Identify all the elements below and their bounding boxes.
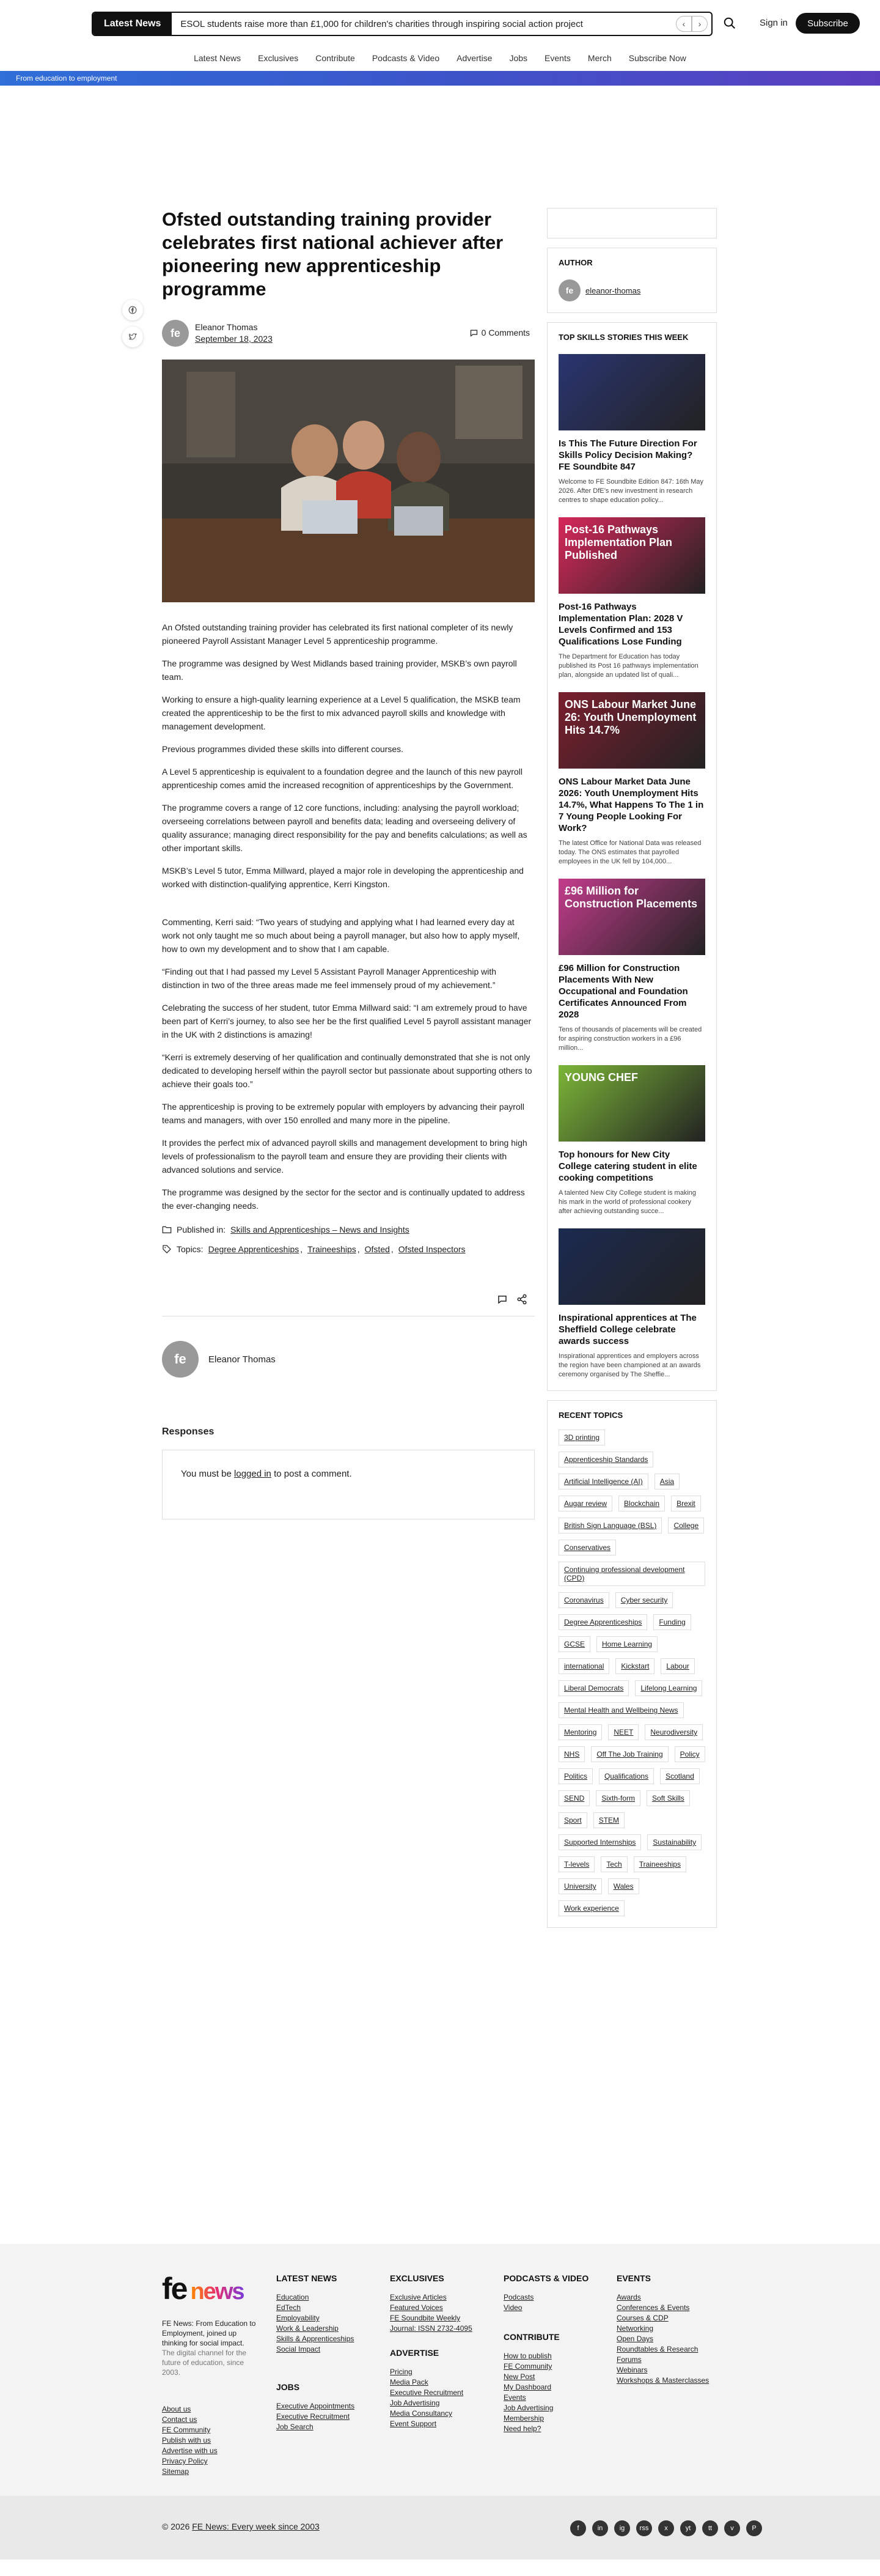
nav-item[interactable]: Exclusives <box>258 53 299 63</box>
topic-tag[interactable]: international <box>559 1658 609 1674</box>
topic-tag[interactable]: Artificial Intelligence (AI) <box>559 1474 648 1489</box>
site-header <box>0 0 880 48</box>
tag-icon <box>162 1244 172 1254</box>
footer-link[interactable]: How to publish <box>504 2352 552 2360</box>
nav-item[interactable]: Contribute <box>315 53 355 63</box>
author-heading: AUTHOR <box>559 258 593 267</box>
footer-link[interactable]: Social Impact <box>276 2345 321 2353</box>
footer-link[interactable]: Privacy Policy <box>162 2457 208 2465</box>
topic-tag[interactable]: Sixth-form <box>596 1790 640 1806</box>
article <box>162 208 535 1519</box>
article-paragraph: “Kerri is extremely deserving of her qualification and continually demonstrated that she is not only dedicated to developing herself within the payroll sector but passionate about supporting others to achieve their goals too.” <box>162 1052 532 1089</box>
footer-col-title: PODCASTS & VIDEO <box>504 2273 589 2283</box>
comment-icon[interactable] <box>497 1294 508 1305</box>
story-image-caption: YOUNG CHEF <box>565 1071 639 1083</box>
topic-tag[interactable]: Lifelong Learning <box>635 1680 702 1696</box>
social-icons <box>570 2520 762 2536</box>
topic-tag[interactable]: NEET <box>608 1724 639 1740</box>
footer-link[interactable]: FE Soundbite Weekly <box>390 2314 461 2322</box>
footer-link[interactable]: Featured Voices <box>390 2303 443 2312</box>
publish-date[interactable]: September 18, 2023 <box>195 334 273 344</box>
topic-tag[interactable]: Tech <box>601 1856 627 1872</box>
footer-link[interactable]: Executive Recruitment <box>276 2412 350 2421</box>
nav-item[interactable]: Jobs <box>509 53 528 63</box>
topic-tag[interactable]: Wales <box>608 1878 639 1894</box>
story-title[interactable]: Top honours for New City College catering student in elite cooking competitions <box>559 1150 697 1183</box>
footer-link[interactable]: Membership <box>504 2414 544 2423</box>
topic-tag[interactable]: Politics <box>559 1768 593 1784</box>
footer-link[interactable]: Contact us <box>162 2415 197 2424</box>
sidebar-search-box[interactable] <box>547 208 717 238</box>
responses-heading: Responses <box>162 1426 215 1437</box>
latest-news-label: Latest News <box>93 13 172 35</box>
author-card <box>547 248 717 313</box>
topic-tag[interactable]: 3D printing <box>559 1430 605 1445</box>
footer-link[interactable]: Event Support <box>390 2419 437 2428</box>
topic-tag[interactable]: Asia <box>654 1474 680 1489</box>
social-icon[interactable]: x <box>658 2520 674 2536</box>
site-footer <box>0 2244 880 2496</box>
login-link[interactable]: logged in <box>234 1469 271 1479</box>
footer-col-contribute <box>504 2332 560 2434</box>
topic-tag[interactable]: Continuing professional development (CPD) <box>559 1562 705 1586</box>
comment-login-box <box>162 1450 535 1519</box>
page-main <box>0 86 880 2244</box>
footer-link[interactable]: Courses & CDP <box>617 2314 669 2322</box>
social-icon[interactable]: P <box>746 2520 762 2536</box>
footer-col-advertise <box>390 2348 463 2429</box>
footer-link[interactable]: Forums <box>617 2355 642 2364</box>
breadcrumb[interactable]: From education to employment <box>0 71 880 86</box>
footer-link[interactable]: Advertise with us <box>162 2446 218 2455</box>
story-excerpt: The latest Office for National Data was released today. The ONS estimates that payrolled employees in the UK fell by 104,000... <box>559 840 702 865</box>
story-image[interactable] <box>559 1065 705 1142</box>
author-name[interactable]: Eleanor Thomas <box>195 322 258 332</box>
story-excerpt: The Department for Education has today published its Post 16 pathways implementation plan, alongside an updated list of quali... <box>559 653 698 679</box>
author-box-name[interactable]: Eleanor Thomas <box>208 1354 276 1365</box>
post-actions <box>162 1294 535 1305</box>
topic-tag[interactable]: Coronavirus <box>559 1592 609 1608</box>
search-icon[interactable] <box>723 17 736 30</box>
byline-text <box>195 322 273 345</box>
copyright-link[interactable]: FE News: Every week since 2003 <box>192 2522 320 2531</box>
topic-tag[interactable]: Qualifications <box>599 1768 654 1784</box>
topic-tag[interactable]: Supported Internships <box>559 1834 641 1850</box>
footer-col-title: ADVERTISE <box>390 2348 439 2358</box>
topic-link[interactable]: Ofsted Inspectors <box>398 1244 466 1254</box>
topic-tag[interactable]: Sustainability <box>647 1834 702 1850</box>
story-image[interactable] <box>559 1228 705 1305</box>
footer-link[interactable]: My Dashboard <box>504 2383 552 2391</box>
footer-link[interactable]: Employability <box>276 2314 320 2322</box>
topic-tag[interactable]: NHS <box>559 1746 585 1762</box>
comment-prefix: You must be <box>181 1469 232 1479</box>
article-paragraph: MSKB’s Level 5 tutor, Emma Millward, played a major role in developing the apprenticeship and worked with distinction-qualifying apprentice, Kerri Kingston. <box>162 866 524 889</box>
comment-icon <box>469 328 479 338</box>
hero-image <box>162 360 535 602</box>
footer-link[interactable]: About us <box>162 2405 191 2413</box>
published-in <box>162 1222 535 1238</box>
article-paragraph: Previous programmes divided these skills into different courses. <box>162 744 404 754</box>
social-icon[interactable]: rss <box>636 2520 652 2536</box>
story-image-caption: Post-16 Pathways Implementation Plan Published <box>565 523 673 561</box>
footer-col-events <box>617 2273 709 2386</box>
topic-tag[interactable]: Mentoring <box>559 1724 602 1740</box>
logo-fe: fe <box>162 2272 187 2306</box>
article-paragraph: The programme was designed by the sector for the sector and is continually updated to address the ever-changing needs. <box>162 1187 525 1211</box>
nav-item[interactable]: Subscribe Now <box>628 53 686 63</box>
sidebar-author <box>559 279 705 301</box>
story-image-caption: ONS Labour Market June 26: Youth Unemployment Hits 14.7% <box>565 698 697 736</box>
topic-link[interactable]: Ofsted <box>364 1244 390 1254</box>
story-card[interactable] <box>559 692 705 866</box>
article-paragraph: Celebrating the success of her student, tutor Emma Millward said: “I am extremely proud to have been part of Kerri’s journey, to also see her be the first qualified Level 5 payroll assistant manager in the UK with 2 distinctions is amazing! <box>162 1003 532 1039</box>
recent-topics-heading: RECENT TOPICS <box>559 1411 623 1420</box>
story-card[interactable] <box>559 517 705 680</box>
story-card[interactable] <box>559 879 705 1053</box>
topic-tag[interactable]: Cyber security <box>615 1592 673 1608</box>
footer-link[interactable]: Executive Recruitment <box>390 2388 464 2397</box>
story-list <box>559 354 705 1379</box>
topic-tag[interactable]: Apprenticeship Standards <box>559 1452 653 1467</box>
footer-link[interactable]: Skills & Apprenticeships <box>276 2334 354 2343</box>
article-paragraph: The programme covers a range of 12 core functions, including: analysing the payroll workload; overseeing correlations between payroll and benefits data; leading and overseeing delivery of quality assurance; managing direct responsibility for the pay and benefits calculations; as well as other important skills. <box>162 803 527 853</box>
sidebar <box>547 208 717 1928</box>
avatar[interactable]: fe <box>559 279 581 301</box>
story-image[interactable] <box>559 354 705 430</box>
story-excerpt: A talented New City College student is making his mark in the world of professional cookery after achieving outstanding succe... <box>559 1189 697 1215</box>
topic-link[interactable]: Traineeships <box>307 1244 356 1254</box>
footer-tagline: FE News: From Education to Employment, joined up thinking for social impact. <box>162 2319 256 2347</box>
story-title[interactable]: £96 Million for Construction Placements With New Occupational and Foundation Certificates Announced From 2028 <box>559 963 688 1020</box>
footer-link[interactable]: Sitemap <box>162 2467 189 2476</box>
topic-tag[interactable]: Policy <box>675 1746 705 1762</box>
article-body <box>162 621 535 1212</box>
story-excerpt: Tens of thousands of placements will be created for aspiring construction workers in a £96 million... <box>559 1026 702 1052</box>
article-paragraph: Commenting, Kerri said: “Two years of studying and applying what I had learned every day at work not only taught me so much about being a payroll manager, but also how to apply myself, how to own my development and to show that I am capable. <box>162 917 520 954</box>
social-icon[interactable]: in <box>592 2520 608 2536</box>
category-link[interactable]: Skills and Apprenticeships – News and Insights <box>230 1225 409 1234</box>
footer-col-title: EXCLUSIVES <box>390 2273 444 2283</box>
topic-tag[interactable]: British Sign Language (BSL) <box>559 1518 662 1533</box>
footer-link[interactable]: Education <box>276 2293 309 2301</box>
recent-topics-card <box>547 1400 717 1928</box>
footer-link[interactable]: Media Pack <box>390 2378 428 2386</box>
footer-link[interactable]: Webinars <box>617 2366 648 2374</box>
footer-link[interactable]: Work & Leadership <box>276 2324 339 2333</box>
topic-tag[interactable]: Labour <box>661 1658 694 1674</box>
separator: , <box>357 1244 360 1254</box>
story-image[interactable] <box>559 517 705 594</box>
topic-list <box>559 1430 705 1916</box>
ticker-arrows <box>676 16 708 32</box>
subscribe-button[interactable]: Subscribe <box>796 13 860 34</box>
footer-link[interactable]: Awards <box>617 2293 641 2301</box>
copyright-bar <box>0 2496 880 2559</box>
topic-tag[interactable]: Work experience <box>559 1900 625 1916</box>
topic-tag[interactable]: Neurodiversity <box>645 1724 703 1740</box>
logo-news: news <box>190 2279 244 2305</box>
article-paragraph: Working to ensure a high-quality learning experience at a Level 5 qualification, the MSKB team created the apprenticeship to be the first to mix advanced payroll skills and knowledge with management development. <box>162 695 521 731</box>
article-paragraph: The apprenticeship is proving to be extremely popular with employers by advancing their payroll teams and managers, with over 150 enrolled and many more in the pipeline. <box>162 1102 524 1125</box>
topic-tag[interactable]: T-levels <box>559 1856 595 1872</box>
footer-link[interactable]: Need help? <box>504 2424 541 2433</box>
footer-link[interactable]: FE Community <box>162 2426 211 2434</box>
story-title[interactable]: Inspirational apprentices at The Sheffield College celebrate awards success <box>559 1313 697 1346</box>
story-card[interactable] <box>559 1228 705 1379</box>
story-image[interactable] <box>559 692 705 769</box>
topic-tag[interactable]: Off The Job Training <box>591 1746 668 1762</box>
topic-tag[interactable]: Augar review <box>559 1496 612 1511</box>
nav-item[interactable]: Podcasts & Video <box>372 53 440 63</box>
footer-col-title: EVENTS <box>617 2273 651 2283</box>
footer-link[interactable]: Journal: ISSN 2732-4095 <box>390 2324 472 2333</box>
comments-count[interactable] <box>469 328 530 338</box>
social-icon[interactable]: v <box>724 2520 740 2536</box>
article-paragraph: It provides the perfect mix of advanced payroll skills and management development to bring high levels of professionalism to the payroll team and ensure they are providing their clients with advanced solutions and service. <box>162 1138 527 1175</box>
separator: , <box>391 1244 394 1254</box>
footer-col-title: JOBS <box>276 2382 300 2392</box>
topic-tag[interactable]: Sport <box>559 1812 587 1828</box>
published-label: Published in: <box>177 1225 226 1234</box>
folder-icon <box>162 1225 172 1234</box>
social-icon[interactable]: tt <box>702 2520 718 2536</box>
story-excerpt: Welcome to FE Soundbite Edition 847: 16th May 2026. After DfE’s new investment in research centres to shape education policy... <box>559 478 704 504</box>
footer-col-title: CONTRIBUTE <box>504 2332 560 2342</box>
topic-tag[interactable]: University <box>559 1878 602 1894</box>
footer-link[interactable]: New Post <box>504 2372 535 2381</box>
story-excerpt: Inspirational apprentices and employers across the region have been championed at an awards ceremony organised by The Sheffie... <box>559 1353 701 1378</box>
story-title[interactable]: ONS Labour Market Data June 2026: Youth Unemployment Hits 14.7%, What Happens To The 1 in 7 Young People Looking For Work? <box>559 777 704 833</box>
article-paragraph: An Ofsted outstanding training provider has celebrated its first national completer of its newly pioneered Payroll Assistant Manager Level 5 apprenticeship programme. <box>162 622 513 646</box>
footer-link[interactable]: Job Search <box>276 2423 314 2431</box>
footer-link[interactable]: Job Advertising <box>390 2399 440 2407</box>
avatar[interactable]: fe <box>162 320 189 347</box>
topic-tag[interactable]: Traineeships <box>634 1856 686 1872</box>
twitter-share-icon[interactable] <box>122 327 143 347</box>
footer-col-title: LATEST NEWS <box>276 2273 337 2283</box>
topic-tag[interactable]: Liberal Democrats <box>559 1680 629 1696</box>
story-card[interactable] <box>559 1065 705 1216</box>
footer-logo[interactable] <box>162 2273 244 2304</box>
topic-tag[interactable]: GCSE <box>559 1636 590 1652</box>
story-card[interactable] <box>559 354 705 505</box>
footer-link[interactable]: Networking <box>617 2324 654 2333</box>
footer-links <box>162 2404 218 2477</box>
footer-link[interactable]: Roundtables & Research <box>617 2345 698 2353</box>
author-link[interactable]: eleanor-thomas <box>585 286 641 295</box>
nav-item[interactable]: Events <box>544 53 571 63</box>
topic-tag[interactable]: College <box>668 1518 704 1533</box>
facebook-share-icon[interactable] <box>122 300 143 320</box>
story-title[interactable]: Is This The Future Direction For Skills Policy Decision Making? FE Soundbite 847 <box>559 438 697 472</box>
footer-link[interactable]: Exclusive Articles <box>390 2293 447 2301</box>
footer-link[interactable]: Open Days <box>617 2334 654 2343</box>
footer-tagline-secondary: The digital channel for the future of education, since 2003. <box>162 2349 247 2377</box>
topic-tag[interactable]: Kickstart <box>615 1658 654 1674</box>
nav-item[interactable]: Advertise <box>457 53 493 63</box>
article-paragraph: A Level 5 apprenticeship is equivalent to a foundation degree and the launch of this new payroll apprenticeship comes amid the increased recognition of apprenticeships by the Government. <box>162 767 522 790</box>
footer-col-jobs <box>276 2382 354 2432</box>
latest-news-headline[interactable]: ESOL students raise more than £1,000 for children's charities through inspiring social action project <box>180 18 583 29</box>
footer-col-latest-news <box>276 2273 354 2355</box>
footer-link[interactable]: Video <box>504 2303 522 2312</box>
story-title[interactable]: Post-16 Pathways Implementation Plan: 2028 V Levels Confirmed and 153 Qualifications Lose Funding <box>559 602 683 647</box>
nav-item[interactable]: Merch <box>587 53 612 63</box>
topic-tag[interactable]: SEND <box>559 1790 590 1806</box>
topic-tag[interactable]: Scotland <box>660 1768 700 1784</box>
topic-link[interactable]: Degree Apprenticeships <box>208 1244 299 1254</box>
footer-link[interactable]: Podcasts <box>504 2293 534 2301</box>
footer-link[interactable]: Events <box>504 2393 526 2402</box>
footer-link[interactable]: Media Consultancy <box>390 2409 453 2418</box>
author-box <box>162 1341 535 1378</box>
top-stories-heading: TOP SKILLS STORIES THIS WEEK <box>559 333 689 342</box>
comment-suffix: to post a comment. <box>274 1469 352 1479</box>
footer-link[interactable]: FE Community <box>504 2362 552 2371</box>
topic-tag[interactable]: Mental Health and Wellbeing News <box>559 1702 684 1718</box>
topic-tag[interactable]: Home Learning <box>596 1636 658 1652</box>
copyright-year: © 2026 <box>162 2522 190 2531</box>
latest-news-ticker[interactable] <box>92 12 713 36</box>
article-paragraph: “Finding out that I had passed my Level 5 Assistant Payroll Manager Apprenticeship with distinction in two of the three areas made me feel immensely proud of my achievement.” <box>162 967 497 990</box>
footer-col-podcasts <box>504 2273 588 2313</box>
story-image[interactable] <box>559 879 705 955</box>
footer-link[interactable]: Workshops & Masterclasses <box>617 2376 710 2385</box>
footer-link[interactable]: Conferences & Events <box>617 2303 690 2312</box>
topic-tag[interactable]: Conservatives <box>559 1540 616 1556</box>
separator: , <box>300 1244 303 1254</box>
article-topics <box>162 1241 535 1257</box>
main-nav <box>0 48 880 68</box>
footer-link[interactable]: EdTech <box>276 2303 301 2312</box>
article-title: Ofsted outstanding training provider celebrates first national achiever after pioneering new apprenticeship programme <box>162 209 504 300</box>
topic-tag[interactable]: Blockchain <box>618 1496 665 1511</box>
social-icon[interactable]: ig <box>614 2520 630 2536</box>
topics-label: Topics: <box>177 1244 204 1254</box>
comments-count-label: 0 Comments <box>481 328 530 338</box>
chevron-right-icon[interactable]: › <box>692 16 708 32</box>
topic-tag[interactable]: Degree Apprenticeships <box>559 1614 647 1630</box>
nav-item[interactable]: Latest News <box>194 53 241 63</box>
story-image-caption: £96 Million for Construction Placements <box>565 885 698 910</box>
hero-photo-illustration <box>162 360 535 602</box>
avatar[interactable]: fe <box>162 1341 199 1378</box>
footer-col-exclusives <box>390 2273 472 2334</box>
signin-link[interactable]: Sign in <box>760 18 788 28</box>
chevron-left-icon[interactable]: ‹ <box>676 16 692 32</box>
social-icon[interactable]: f <box>570 2520 586 2536</box>
copyright <box>162 2522 320 2531</box>
footer-link[interactable]: Pricing <box>390 2367 413 2376</box>
byline <box>162 319 535 347</box>
social-icon[interactable]: yt <box>680 2520 696 2536</box>
article-paragraph: The programme was designed by West Midlands based training provider, MSKB’s own payroll team. <box>162 659 517 682</box>
top-stories-card <box>547 322 717 1391</box>
footer-link[interactable]: Publish with us <box>162 2436 211 2445</box>
topic-tag[interactable]: Soft Skills <box>647 1790 690 1806</box>
footer-link[interactable]: Job Advertising <box>504 2404 554 2412</box>
topic-tag[interactable]: Brexit <box>671 1496 701 1511</box>
topic-tag[interactable]: STEM <box>593 1812 625 1828</box>
share-rail <box>122 300 144 353</box>
share-icon[interactable] <box>516 1294 527 1305</box>
topic-tag[interactable]: Funding <box>653 1614 691 1630</box>
footer-link[interactable]: Executive Appointments <box>276 2402 355 2410</box>
